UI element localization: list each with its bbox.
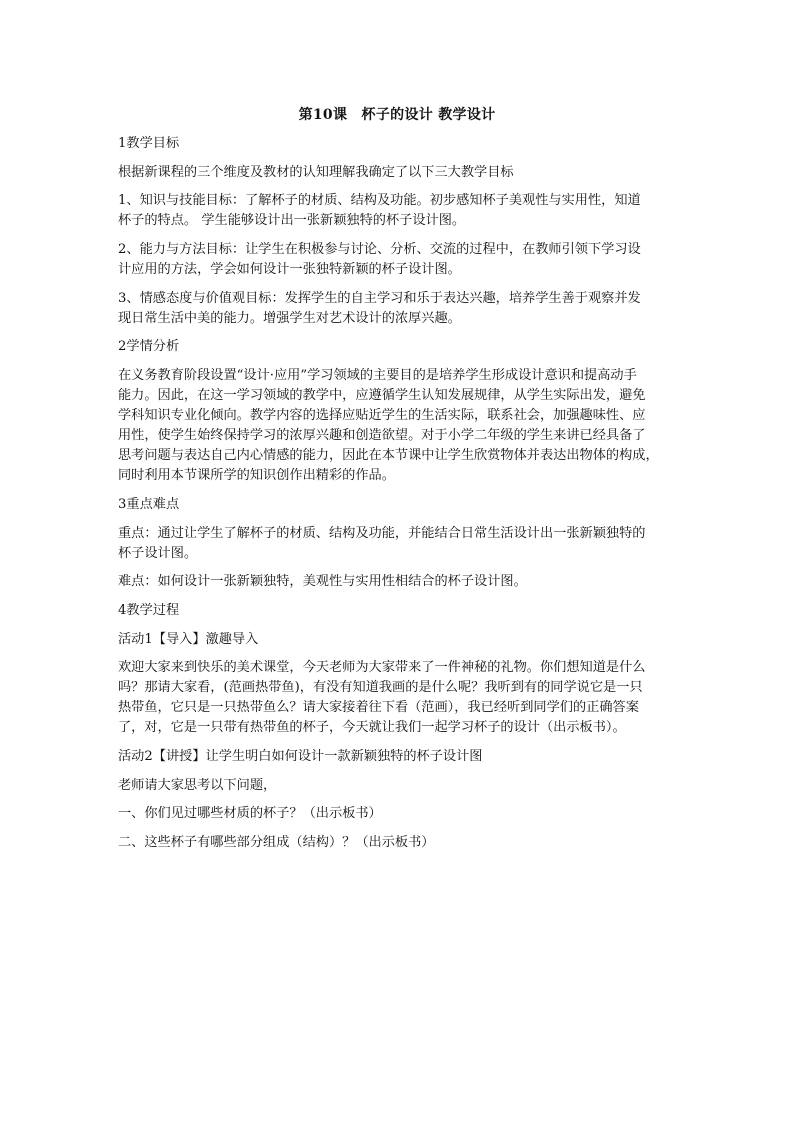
paragraph (118, 833, 680, 853)
text-line: 1教学目标 (118, 136, 180, 151)
paragraph (118, 524, 680, 564)
paragraph-spacing (118, 564, 680, 573)
paragraph-spacing (118, 486, 680, 495)
text-line: 学科知识专业化倾向。教学内容的选择应贴近学生的生活实际，联系社会，加强趣味性、应 (118, 408, 646, 424)
document-body (118, 134, 680, 853)
paragraph-spacing (118, 650, 680, 659)
text-line: 老师请大家思考以下问题， (118, 777, 277, 793)
text-line: 1、知识与技能目标：了解杯子的材质、结构及功能。初步感知杯子美观性与实用性，知道 (118, 193, 641, 209)
paragraph (118, 289, 680, 329)
text-line: 吗？那请大家看，(范画热带鱼)，有没有知道我画的是什么呢？我听到有的同学说它是一只 (118, 680, 643, 696)
paragraph (118, 804, 680, 824)
paragraph-spacing (118, 183, 680, 192)
paragraph (118, 163, 680, 183)
paragraph (118, 601, 680, 621)
paragraph-spacing (118, 824, 680, 833)
text-line: 了，对，它是一只带有热带鱼的杯子，今天就让我们一起学习杯子的设计（出示板书）。 (118, 720, 626, 736)
paragraph (118, 747, 680, 767)
text-line: 重点：通过让学生了解杯子的材质、结构及功能，并能结合日常生活设计出一张新颖独特的 (118, 525, 646, 541)
paragraph-spacing (118, 154, 680, 163)
paragraph (118, 776, 680, 796)
text-line: 2、能力与方法目标：让学生在积极参与讨论、分析、交流的过程中，在教师引领下学习设 (118, 242, 641, 258)
text-line: 在义务教育阶段设置“设计·应用”学习领域的主要目的是培养学生形成设计意识和提高动手 (118, 368, 637, 384)
text-line: 3、情感态度与价值观目标：发挥学生的自主学习和乐于表达兴趣，培养学生善于观察并发 (118, 290, 641, 306)
paragraph-spacing (118, 231, 680, 240)
paragraph-spacing (118, 592, 680, 601)
paragraph-spacing (118, 329, 680, 338)
text-line: 杯子的特点。 学生能够设计出一张新颖独特的杯子设计图。 (118, 213, 466, 229)
text-line: 二、这些杯子有哪些部分组成（结构）？（出示板书） (118, 835, 435, 850)
paragraph-spacing (118, 621, 680, 630)
text-line: 热带鱼，它只是一只热带鱼么？请大家接着往下看（范画），我已经听到同学们的正确答案 (118, 700, 639, 716)
text-line: 思考问题与表达自己内心情感的能力，因此在本节课中让学生欣赏物体并表达出物体的构成， (118, 448, 659, 464)
paragraph (118, 495, 680, 515)
paragraph (118, 572, 680, 592)
text-line: 4教学过程 (118, 602, 180, 618)
text-line: 根据新课程的三个维度及教材的认知理解我确定了以下三大教学目标 (118, 164, 514, 180)
paragraph-spacing (118, 738, 680, 747)
text-line: 同时利用本节课所学的知识创作出精彩的作品。 (118, 468, 395, 484)
paragraph (118, 337, 680, 357)
text-line: 计应用的方法，学会如何设计一张独特新颖的杯子设计图。 (118, 262, 461, 278)
paragraph-spacing (118, 515, 680, 524)
paragraph-spacing (118, 796, 680, 805)
paragraph-spacing (118, 357, 680, 366)
text-line: 用性，使学生始终保持学习的浓厚兴趣和创造欲望。对于小学二年级的学生来讲已经具备了 (118, 428, 646, 444)
paragraph-spacing (118, 767, 680, 776)
text-line: 欢迎大家来到快乐的美术课堂，今天老师为大家带来了一件神秘的礼物。你们想知道是什么 (118, 660, 646, 676)
text-line: 2学情分析 (118, 339, 180, 355)
paragraph-spacing (118, 280, 680, 289)
text-line: 难点：如何设计一张新颖独特，美观性与实用性相结合的杯子设计图。 (118, 574, 527, 590)
paragraph (118, 366, 680, 486)
text-line: 3重点难点 (118, 496, 180, 512)
paragraph (118, 630, 680, 650)
paragraph (118, 134, 680, 154)
text-line: 活动1【导入】激趣导入 (118, 631, 259, 647)
text-line: 现日常生活中美的能力。增强学生对艺术设计的浓厚兴趣。 (118, 310, 461, 326)
text-line: 杯子设计图。 (118, 545, 198, 561)
paragraph (118, 240, 680, 280)
document-title: 第10课 杯子的设计 教学设计 (298, 107, 496, 123)
text-line: 一、你们见过哪些材质的杯子？（出示板书） (118, 806, 382, 822)
text-line: 能力。因此，在这一学习领域的教学中，应遵循学生认知发展规律，从学生实际出发，避免 (118, 388, 646, 404)
text-line: 活动2【讲授】让学生明白如何设计一款新颖独特的杯子设计图 (118, 748, 483, 764)
paragraph (118, 658, 680, 738)
paragraph (118, 191, 680, 231)
